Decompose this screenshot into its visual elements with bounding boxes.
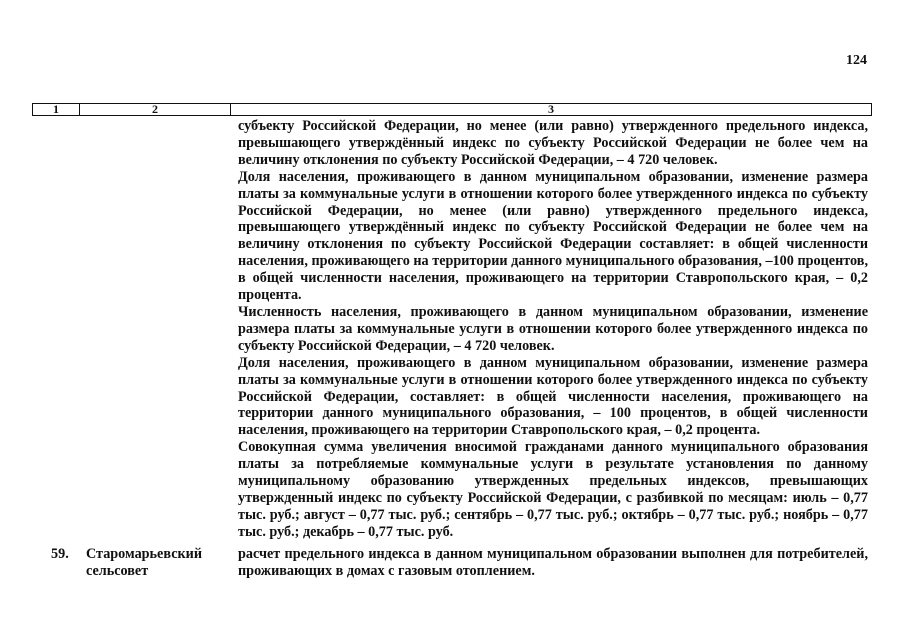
continuation-paragraph: Доля населения, проживающего в данном муниципальном образовании, изменение размера платы за коммунальные услуги в отношении которого более утвержденного индекса по субъекту Российской Федерации, составляет: в общей численности населения, проживающего на территории данного муниципального образования, – 100 процентов, в общей численности населения, проживающего на территории Ставропольского края, – 0,2 процента.: [238, 354, 868, 439]
table-header-row: [32, 103, 872, 116]
page-number: 124: [846, 53, 867, 68]
table-header-col-1: 1: [33, 104, 80, 115]
continuation-paragraph: Доля населения, проживающего в данном муниципальном образовании, изменение размера платы за коммунальные услуги в отношении которого более утвержденного индекса по субъекту Российской Федерации, но менее (или равно) утвержденного предельного индекса, превышающего утверждённый индекс по субъекту Российской Федерации не более чем на величину отклонения по субъекту Российской Федерации составляет: в общей численности населения, проживающего на территории данного муниципального образования, –100 процентов, в общей численности населения, проживающего на территории Ставропольского края, – 0,2 процента.: [238, 168, 868, 304]
continuation-paragraph: Совокупная сумма увеличения вносимой гражданами данного муниципального образования платы за потребляемые коммунальные услуги в результате установления по данному муниципальному образованию утвержденных предельных индексов, превышающих утвержденный индекс по субъекту Российской Федерации, с разбивкой по месяцам: июль – 0,77 тыс. руб.; август – 0,77 тыс. руб.; сентябрь – 0,77 тыс. руб.; октябрь – 0,77 тыс. руб.; ноябрь – 0,77 тыс. руб.; декабрь – 0,77 тыс. руб.: [238, 439, 868, 540]
continuation-paragraph: субъекту Российской Федерации, но менее (или равно) утвержденного предельного индекса, превышающего утверждённый индекс по субъекту Российской Федерации не более чем на величину отклонения по субъекту Российской Федерации, – 4 720 человек.: [238, 118, 868, 168]
continuation-text-column: [238, 118, 868, 541]
row-number: 59.: [51, 546, 69, 562]
municipality-name: Старомарьевский сельсовет: [86, 546, 203, 579]
table-header-col-2: 2: [80, 104, 231, 115]
table-header-col-3: 3: [548, 102, 554, 116]
continuation-paragraph: Численность населения, проживающего в данном муниципальном образовании, изменение размера платы за коммунальные услуги в отношении которого более утвержденного индекса по субъекту Российской Федерации, – 4 720 человек.: [238, 303, 868, 354]
row-description: расчет предельного индекса в данном муниципальном образовании выполнен для потребителей, проживающих в домах с газовым отоплением.: [238, 546, 868, 579]
